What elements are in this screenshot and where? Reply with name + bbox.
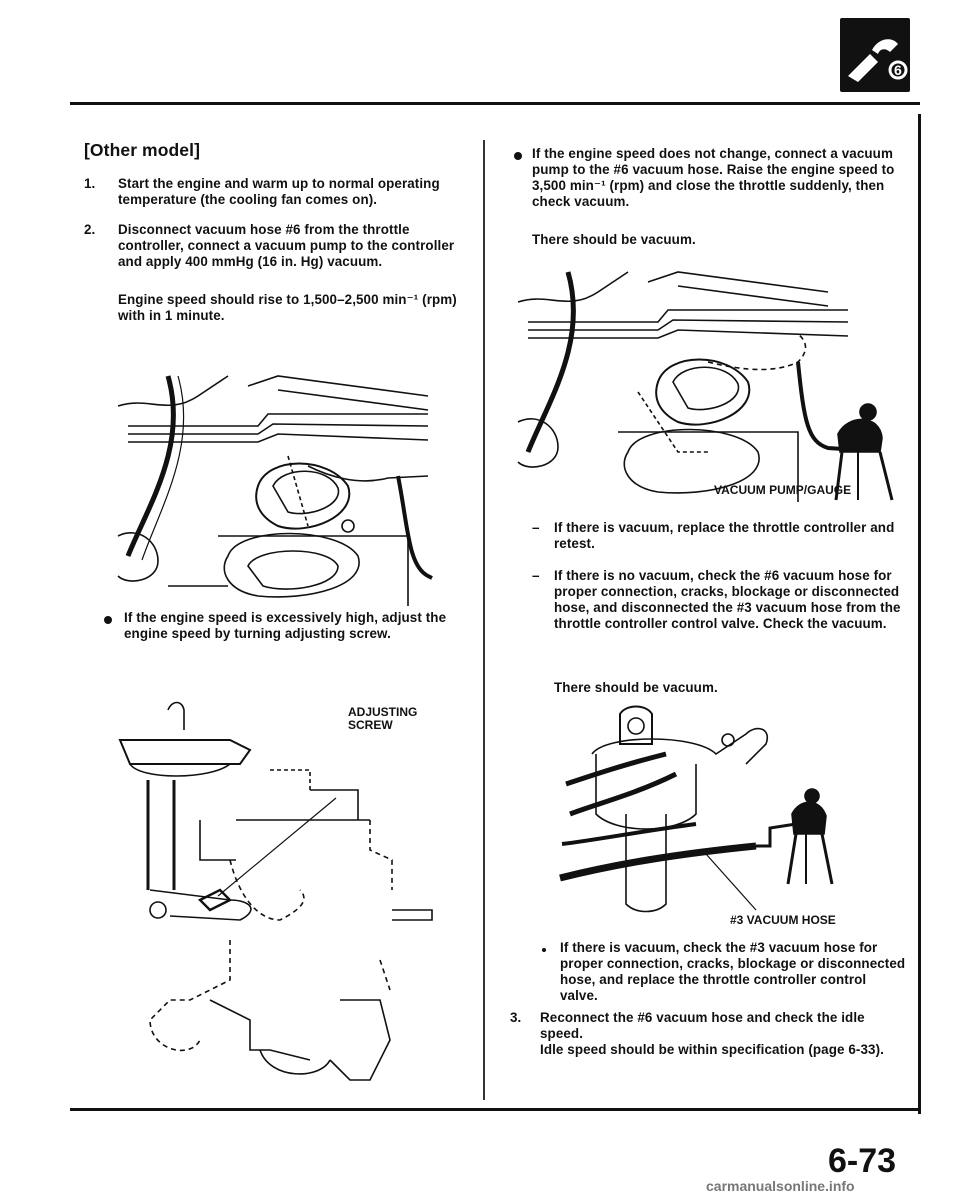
vacuum-check-illustration bbox=[508, 262, 900, 502]
dash-marker: – bbox=[532, 520, 540, 535]
svg-text:6: 6 bbox=[894, 62, 902, 78]
adjusting-screw-illustration bbox=[110, 700, 440, 1090]
step-1-number: 1. bbox=[84, 176, 96, 191]
bottom-rule bbox=[70, 1108, 920, 1111]
bullet-marker bbox=[104, 616, 112, 624]
section-heading: [Other model] bbox=[84, 140, 201, 160]
step-1-text: Start the engine and warm up to normal operating temperature (the cooling fan comes on). bbox=[118, 176, 440, 207]
throttle-controller-illustration bbox=[108, 366, 438, 606]
bullet-marker bbox=[514, 152, 522, 160]
page-number: 6-73 bbox=[828, 1142, 897, 1180]
step-3-note: Idle speed should be within specification (page 6-33). bbox=[540, 1042, 884, 1057]
step-2-text: Disconnect vacuum hose #6 from the throttle controller, connect a vacuum pump to the controller and apply 400 mmHg (16 in. Hg) vacuum. bbox=[118, 222, 455, 269]
left-bullet-1: If the engine speed is excessively high, adjust the engine speed by turning adjusting screw. bbox=[124, 610, 447, 641]
right-bullet-1: If the engine speed does not change, connect a vacuum pump to the #6 vacuum hose. Raise the engine speed to 3,500 min⁻¹ (rpm) and close the throttle suddenly, then check vacuum. bbox=[532, 146, 895, 209]
frame-right-edge bbox=[918, 114, 921, 1114]
engine-section-icon bbox=[840, 18, 910, 92]
right-dash-2: If there is no vacuum, check the #6 vacuum hose for proper connection, cracks, blockage or disconnected hose, and disconnected the #3 vacuum hose from the throttle controller control valve. Check the vacuum. bbox=[554, 568, 901, 631]
watermark: carmanualsonline.info bbox=[706, 1178, 855, 1194]
step-2-note: Engine speed should rise to 1,500–2,500 min⁻¹ (rpm) with in 1 minute. bbox=[118, 292, 457, 323]
callout-vacuum-pump-gauge: VACUUM PUMP/GAUGE bbox=[714, 483, 852, 497]
small-bullet-marker bbox=[542, 948, 546, 952]
step-3-text: Reconnect the #6 vacuum hose and check the idle speed. bbox=[540, 1010, 865, 1041]
column-divider bbox=[483, 140, 485, 1100]
dash-marker: – bbox=[532, 568, 540, 583]
callout-adjusting-screw: ADJUSTING SCREW bbox=[348, 705, 418, 732]
step-2-number: 2. bbox=[84, 222, 96, 237]
right-dash-1: If there is vacuum, replace the throttle controller and retest. bbox=[554, 520, 895, 551]
callout-hose-3: #3 VACUUM HOSE bbox=[730, 913, 836, 927]
right-bullet-1-note: There should be vacuum. bbox=[532, 232, 696, 247]
right-small-bullet: If there is vacuum, check the #3 vacuum hose for proper connection, cracks, blockage or disconnected hose, and replace the throttle controller control valve. bbox=[560, 940, 906, 1003]
top-rule bbox=[70, 102, 920, 105]
right-dash-2-note: There should be vacuum. bbox=[554, 680, 718, 695]
control-valve-illustration bbox=[556, 704, 856, 914]
step-3-number: 3. bbox=[510, 1010, 522, 1025]
